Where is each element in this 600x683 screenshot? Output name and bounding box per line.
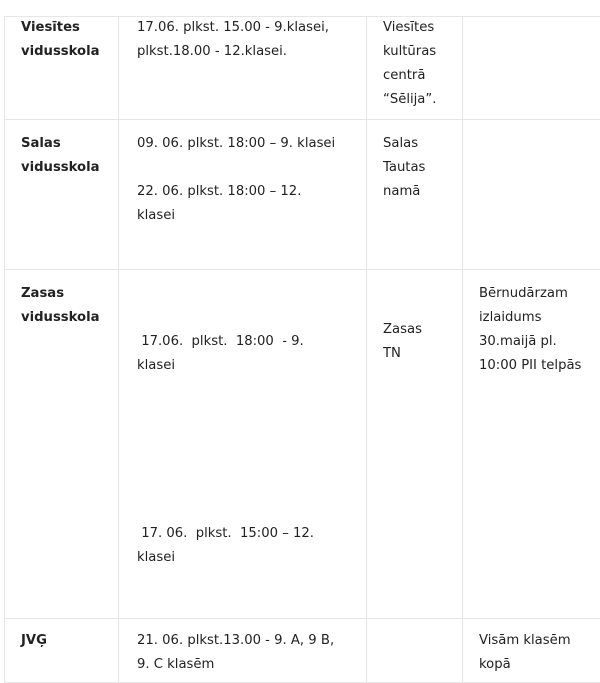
place-cell xyxy=(367,17,463,120)
table-row xyxy=(5,270,600,619)
school-name: JVĢ xyxy=(21,629,118,653)
school-name: Salas vidusskola xyxy=(21,132,111,180)
table-row xyxy=(5,619,600,683)
school-cell xyxy=(5,17,119,120)
dates-cell xyxy=(119,17,367,120)
place-cell xyxy=(367,270,463,619)
date-entry: 17. 06. plkst. 15:00 – 12. klasei xyxy=(137,522,327,570)
school-name: Viesītes vidusskola xyxy=(21,16,111,64)
table-row xyxy=(5,17,600,120)
place-cell xyxy=(367,120,463,270)
school-cell xyxy=(5,619,119,683)
school-cell xyxy=(5,120,119,270)
table-row xyxy=(5,120,600,270)
note-text: Bērnudārzam izlaidums 30.maijā pl. 10:00 PII telpās xyxy=(479,282,591,378)
date-entry: 17.06. plkst. 18:00 - 9. klasei xyxy=(137,330,317,378)
place-cell xyxy=(367,619,463,683)
note-text: Visām klasēm kopā xyxy=(479,629,579,677)
note-cell xyxy=(463,120,600,270)
ceremony-schedule-table xyxy=(4,16,600,683)
dates-cell xyxy=(119,120,367,270)
place-text: Zasas TN xyxy=(383,318,433,366)
date-entry: 17.06. plkst. 15.00 - 9.klasei, plkst.18.00 - 12.klasei. xyxy=(137,16,337,64)
note-cell xyxy=(463,270,600,619)
date-entry: 22. 06. plkst. 18:00 – 12. klasei xyxy=(137,180,317,228)
place-text: Salas Tautas namā xyxy=(383,132,443,204)
note-cell xyxy=(463,17,600,120)
date-entry: 09. 06. plkst. 18:00 – 9. klasei xyxy=(137,132,366,156)
note-cell xyxy=(463,619,600,683)
dates-cell xyxy=(119,270,367,619)
date-entry: 21. 06. plkst.13.00 - 9. A, 9 B, 9. C klasēm xyxy=(137,629,337,677)
school-name: Zasas vidusskola xyxy=(21,282,111,330)
school-cell xyxy=(5,270,119,619)
dates-cell xyxy=(119,619,367,683)
place-text: Viesītes kultūras centrā “Sēlija”. xyxy=(383,16,451,112)
